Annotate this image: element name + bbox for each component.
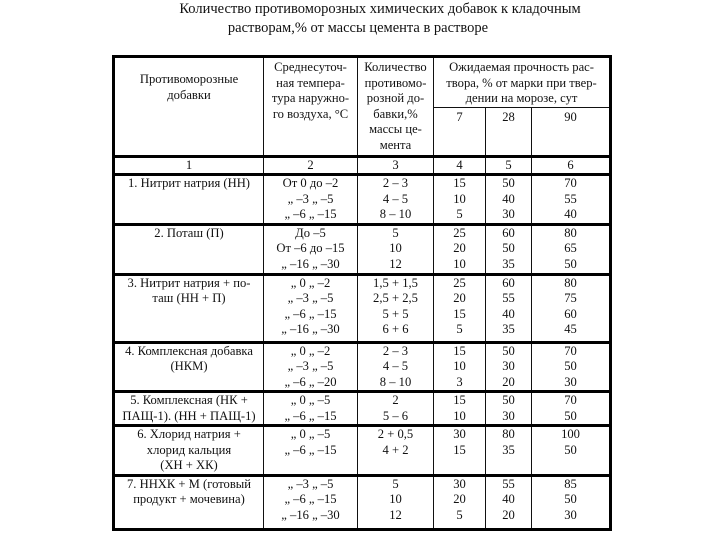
strength-7-days: 15 10	[434, 392, 486, 426]
antifreeze-additives-table	[112, 55, 612, 531]
additive-amount: 2 – 3 4 – 5 8 – 10	[358, 175, 434, 225]
additive-name: 3. Нитрит натрия + по- таш (НН + П)	[114, 274, 264, 342]
additive-amount: 5 10 12	[358, 475, 434, 529]
strength-7-days: 15 10 5	[434, 175, 486, 225]
header-day-28: 28	[486, 107, 532, 156]
strength-7-days: 25 20 10	[434, 224, 486, 274]
strength-28-days: 60 50 35	[486, 224, 532, 274]
strength-28-days: 55 40 20	[486, 475, 532, 529]
additive-name: 1. Нитрит натрия (НН)	[114, 175, 264, 225]
temperature-range: От 0 до –2 „ –3 „ –5 „ –6 „ –15	[264, 175, 358, 225]
column-number: 4	[434, 156, 486, 175]
additive-name: 6. Хлорид натрия + хлорид кальция (ХН + ХК)	[114, 426, 264, 476]
column-number-row	[114, 156, 611, 175]
strength-28-days: 50 30	[486, 392, 532, 426]
table-row	[114, 475, 611, 529]
additive-amount: 1,5 + 1,5 2,5 + 2,5 5 + 5 6 + 6	[358, 274, 434, 342]
additive-amount: 2 – 3 4 – 5 8 – 10	[358, 342, 434, 392]
additive-name: 5. Комплексная (НК + ПАЩ-1). (НН + ПАЩ-1)	[114, 392, 264, 426]
table-row	[114, 274, 611, 342]
strength-7-days: 15 10 3	[434, 342, 486, 392]
header-temperature: Среднесуточ- ная темпера- тура наружно- го воздуха, °С	[264, 57, 358, 157]
temperature-range: „ 0 „ –5 „ –6 „ –15	[264, 426, 358, 476]
additive-name: 2. Поташ (П)	[114, 224, 264, 274]
table-title-line-1: Количество противоморозных химических добавок к кладочным	[179, 1, 581, 17]
temperature-range: „ –3 „ –5 „ –6 „ –15 „ –16 „ –30	[264, 475, 358, 529]
additive-amount: 2 5 – 6	[358, 392, 434, 426]
temperature-range: „ 0 „ –2 „ –3 „ –5 „ –6 „ –15 „ –16 „ –30	[264, 274, 358, 342]
strength-90-days: 100 50	[532, 426, 611, 476]
header-day-90: 90	[532, 107, 611, 156]
header-expected-strength: Ожидаемая прочность рас- твора, % от марки при твер- дении на морозе, сут	[434, 57, 611, 108]
header-amount: Количество противомо- розной до- бавки,% массы це- мента	[358, 57, 434, 157]
table-row	[114, 392, 611, 426]
table-row	[114, 224, 611, 274]
table-row	[114, 426, 611, 476]
column-number: 2	[264, 156, 358, 175]
additive-amount: 2 + 0,5 4 + 2	[358, 426, 434, 476]
header-additives: Противоморозные добавки	[114, 57, 264, 157]
temperature-range: До –5 От –6 до –15 „ –16 „ –30	[264, 224, 358, 274]
strength-7-days: 30 20 5	[434, 475, 486, 529]
strength-28-days: 50 40 30	[486, 175, 532, 225]
strength-90-days: 70 55 40	[532, 175, 611, 225]
additive-name: 7. ННХК + М (готовый продукт + мочевина)	[114, 475, 264, 529]
additive-name: 4. Комплексная добавка (НКМ)	[114, 342, 264, 392]
column-number: 1	[114, 156, 264, 175]
table-title-line-2: растворам,% от массы цемента в растворе	[227, 20, 489, 36]
column-number: 5	[486, 156, 532, 175]
temperature-range: „ 0 „ –2 „ –3 „ –5 „ –6 „ –20	[264, 342, 358, 392]
header-day-7: 7	[434, 107, 486, 156]
column-number: 3	[358, 156, 434, 175]
strength-28-days: 60 55 40 35	[486, 274, 532, 342]
strength-90-days: 80 75 60 45	[532, 274, 611, 342]
strength-90-days: 70 50 30	[532, 342, 611, 392]
strength-90-days: 70 50	[532, 392, 611, 426]
temperature-range: „ 0 „ –5 „ –6 „ –15	[264, 392, 358, 426]
additive-amount: 5 10 12	[358, 224, 434, 274]
strength-7-days: 30 15	[434, 426, 486, 476]
strength-7-days: 25 20 15 5	[434, 274, 486, 342]
column-number: 6	[532, 156, 611, 175]
table-row	[114, 175, 611, 225]
strength-28-days: 80 35	[486, 426, 532, 476]
strength-90-days: 85 50 30	[532, 475, 611, 529]
table-row	[114, 342, 611, 392]
strength-90-days: 80 65 50	[532, 224, 611, 274]
strength-28-days: 50 30 20	[486, 342, 532, 392]
